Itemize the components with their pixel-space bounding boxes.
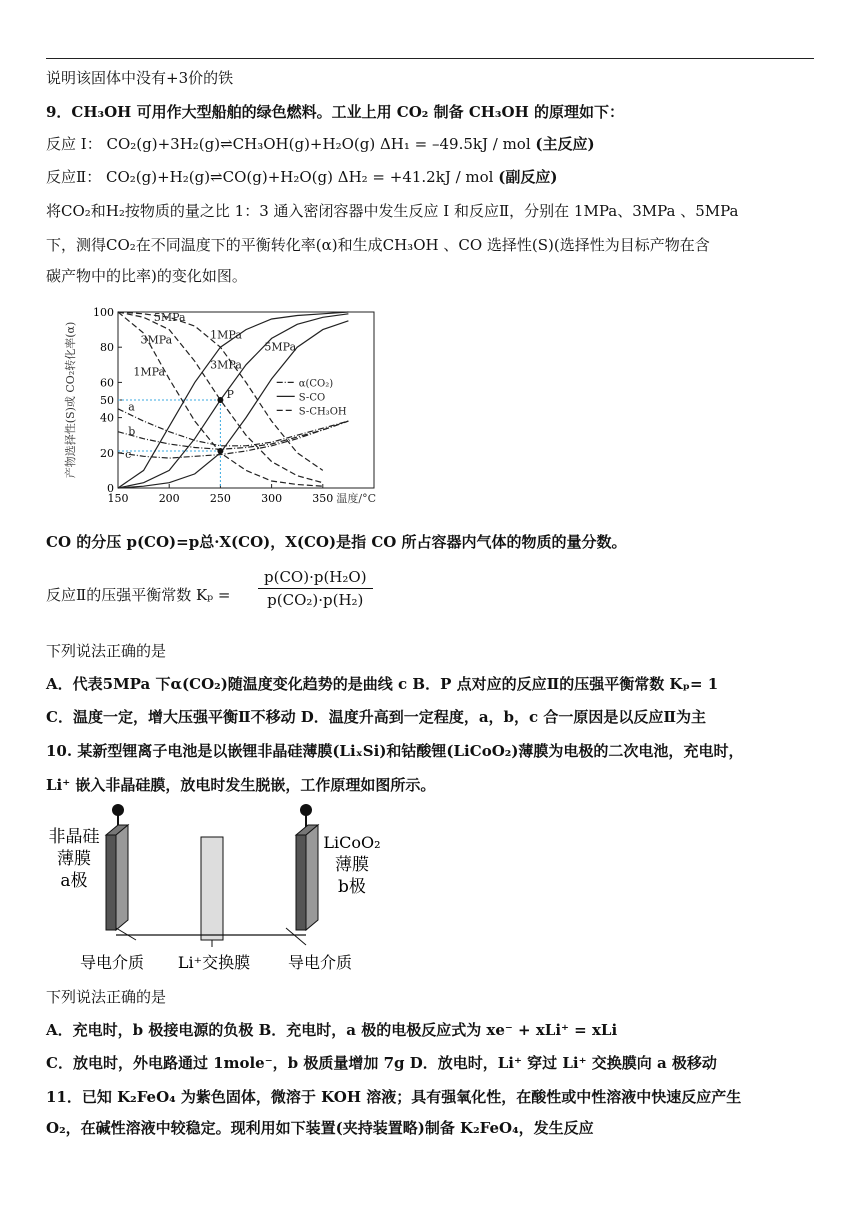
reaction-1	[46, 133, 595, 155]
partial-pressure-note: CO 的分压 p(CO)=p总·X(CO)，X(CO)是指 CO 所占容器内气体的物质的量分数。	[46, 533, 627, 551]
text-line: 说明该固体中没有+3价的铁	[46, 69, 234, 87]
header-rule	[46, 58, 814, 59]
paragraph-line-2: 下，测得CO₂在不同温度下的平衡转化率(α)和生成CH₃OH 、CO 选择性(S)(选择性为目标产物在含	[46, 236, 710, 254]
legend-entry: S-CH₃OH	[298, 406, 347, 418]
curve-label: P	[226, 388, 234, 402]
reaction-2-equation: CO₂(g)+H₂(g)⇌CO(g)+H₂O(g) ΔH₂ = +41.2kJ / mol	[105, 168, 494, 186]
reaction-2	[46, 166, 557, 188]
question-9-options-ab: A．代表5MPa 下α(CO₂)随温度变化趋势的是曲线 c B．P 点对应的反应Ⅱ的压强平衡常数 Kₚ= 1	[46, 675, 719, 693]
label-left-1: 非晶硅	[48, 827, 100, 847]
selectivity-conversion-chart	[46, 300, 396, 515]
label-bottom-left: 导电介质	[79, 953, 145, 972]
legend-entry: S-CO	[298, 392, 326, 404]
label-right-2: 薄膜	[335, 855, 369, 875]
question-9-title: 9．CH₃OH 可用作大型船舶的绿色燃料。工业上用 CO₂ 制备 CH₃OH 的原理如下：	[46, 103, 624, 121]
curve-label: 3MPa	[210, 358, 242, 372]
kp-numerator: p(CO)·p(H₂O)	[258, 566, 373, 589]
pointer-right	[286, 928, 306, 945]
label-left-2: 薄膜	[57, 849, 91, 869]
electrode-a	[106, 835, 116, 930]
y-tick-label: 0	[107, 482, 114, 495]
label-right-3: b极	[338, 877, 366, 897]
curve-label: 3MPa	[140, 333, 173, 347]
reaction-1-equation: CO₂(g)+3H₂(g)⇌CH₃OH(g)+H₂O(g) ΔH₁ = –49.5kJ / mol	[106, 135, 531, 153]
curve-label: b	[128, 425, 136, 439]
x-tick-label: 200	[158, 492, 180, 505]
label-right-1: LiCoO₂	[323, 833, 381, 852]
y-tick-label: 20	[100, 446, 114, 460]
x-axis-label: 温度/°C	[336, 492, 376, 505]
kp-fraction	[258, 566, 373, 611]
pointer-left	[116, 928, 136, 940]
paragraph-line-3: 碳产物中的比率)的变化如图。	[46, 267, 247, 285]
curve-label: 5MPa	[264, 340, 297, 354]
reaction-1-note: (主反应)	[535, 135, 595, 153]
question-11-line-2: O₂，在碱性溶液中较稳定。现利用如下装置(夹持装置略)制备 K₂FeO₄，发生反应	[46, 1119, 594, 1137]
label-bottom-right: 导电介质	[287, 953, 353, 972]
y-axis-label: 产物选择性(S)或 CO₂转化率(α)	[64, 321, 77, 479]
electrode-a-side	[116, 825, 128, 930]
terminal-b	[300, 804, 312, 816]
label-left-3: a极	[60, 871, 88, 891]
reaction-2-label: 反应Ⅱ：	[46, 168, 102, 186]
x-tick-label: 300	[261, 492, 283, 505]
kp-label: 反应Ⅱ的压强平衡常数 Kₚ =	[46, 586, 231, 604]
marked-point	[217, 397, 223, 403]
x-tick-label: 250	[209, 492, 231, 505]
curve-label: 1MPa	[210, 328, 242, 342]
electrode-b-side	[306, 825, 318, 930]
reaction-1-label: 反应 I：	[46, 135, 102, 153]
curve-label: c	[125, 448, 132, 462]
x-tick-label: 350	[312, 492, 334, 505]
question-10-options-ab: A．充电时，b 极接电源的负极 B．充电时，a 极的电极反应式为 xe⁻ + xLi⁺ = xLi	[46, 1021, 618, 1039]
curve-label: a	[128, 400, 135, 414]
y-tick-label: 100	[93, 306, 114, 319]
label-bottom-mid: Li⁺交换膜	[177, 953, 251, 972]
paragraph-line-1: 将CO₂和H₂按物质的量之比 1：3 通入密闭容器中发生反应 I 和反应Ⅱ，分别在 1MPa、3MPa 、5MPa	[46, 202, 739, 220]
question-10-line-1: 10. 某新型锂离子电池是以嵌锂非晶硅薄膜(LiₓSi)和钴酸锂(LiCoO₂)薄膜为电极的二次电池，充电时，	[46, 742, 744, 760]
y-tick-label: 80	[100, 341, 114, 355]
terminal-a	[112, 804, 124, 816]
y-tick-label: 50	[100, 394, 114, 407]
question-10-options-cd: C．放电时，外电路通过 1mole⁻，b 极质量增加 7g D．放电时，Li⁺ 穿过 Li⁺ 交换膜向 a 极移动	[46, 1054, 717, 1072]
x-tick-label: 150	[107, 492, 129, 505]
question-10-line-2: Li⁺ 嵌入非晶硅膜，放电时发生脱嵌，工作原理如图所示。	[46, 776, 436, 794]
reaction-2-note: (副反应)	[498, 168, 558, 186]
kp-denominator: p(CO₂)·p(H₂)	[267, 591, 364, 609]
li-exchange-membrane	[201, 837, 223, 940]
question-10-prompt: 下列说法正确的是	[46, 988, 167, 1006]
series-line	[118, 421, 348, 458]
marked-point	[217, 448, 223, 454]
y-tick-label: 60	[100, 376, 114, 390]
y-tick-label: 40	[100, 411, 114, 425]
question-9-prompt: 下列说法正确的是	[46, 642, 167, 660]
curve-label: 5MPa	[153, 310, 186, 324]
question-9-options-cd: C．温度一定，增大压强平衡Ⅱ不移动 D．温度升高到一定程度，a，b，c 合一原因是以反应Ⅱ为主	[46, 708, 707, 726]
legend-entry: α(CO₂)	[298, 378, 334, 390]
question-11-line-1: 11．已知 K₂FeO₄ 为紫色固体，微溶于 KOH 溶液；具有强氧化性，在酸性或中性溶液中快速反应产生	[46, 1088, 742, 1106]
curve-label: 1MPa	[133, 365, 166, 379]
electrode-b	[296, 835, 306, 930]
battery-diagram	[46, 800, 386, 980]
